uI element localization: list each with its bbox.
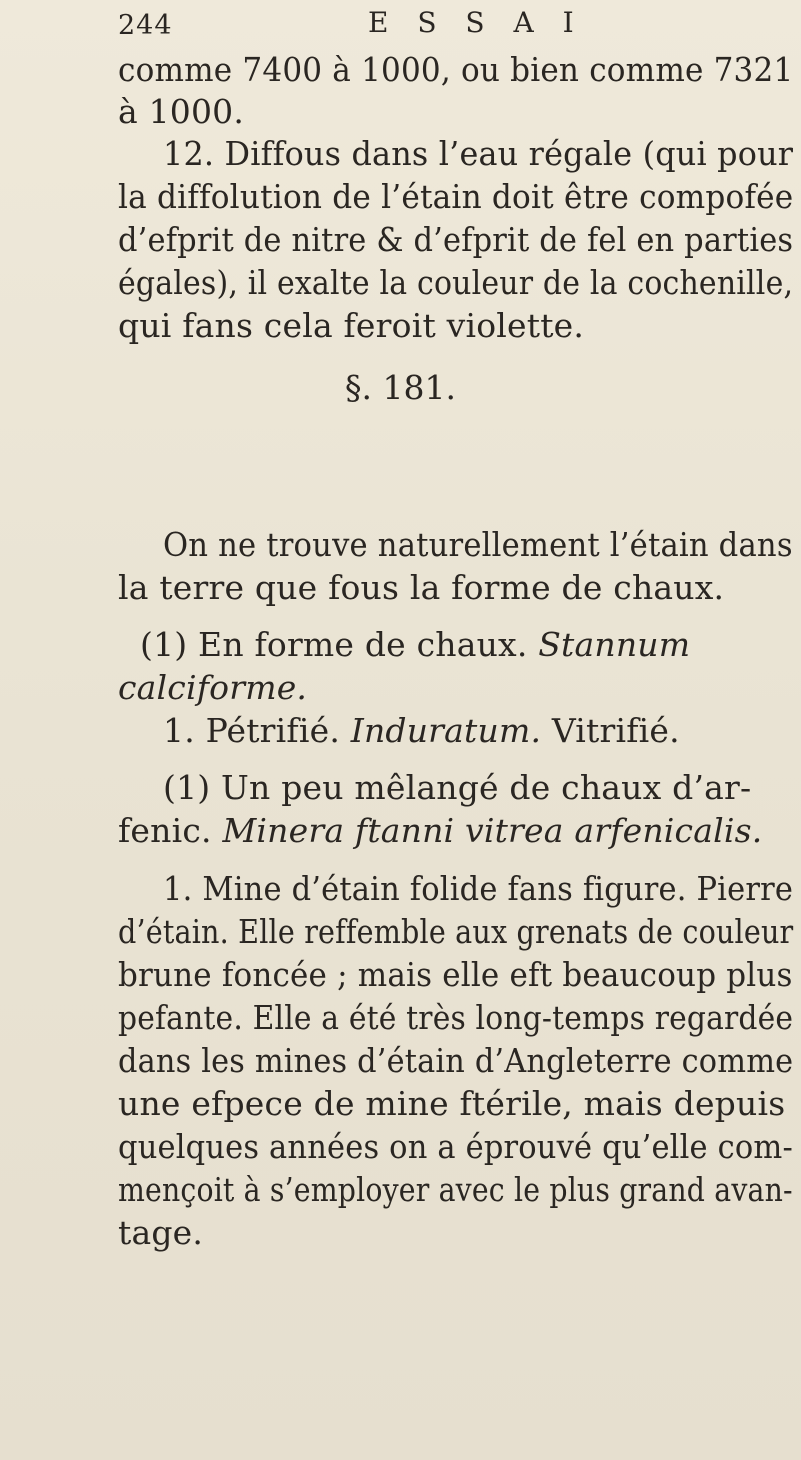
text-line: tage. [118, 1213, 204, 1252]
text-line: d’étain. Elle reffemble aux grenats de couleur [118, 912, 794, 951]
latin-term: Stannum [538, 625, 691, 664]
text-line: 12. Diffous dans l’eau régale (qui pour [163, 134, 794, 173]
latin-term: calciforme. [118, 668, 308, 707]
page-number: 244 [118, 10, 173, 41]
text-line: pefante. Elle a été très long-temps regardée [118, 998, 794, 1037]
entry-line [118, 811, 762, 851]
entry-label: Vitrifié. [551, 711, 680, 750]
text-line: la terre que fous la forme de chaux. [118, 568, 725, 607]
entry-label: fenic. [118, 811, 212, 850]
entry-label: 1. Pétrifié. [163, 711, 341, 750]
text-line: quelques années on a éprouvé qu’elle com- [118, 1127, 793, 1166]
text-line: d’efprit de nitre & d’efprit de fel en parties [118, 220, 794, 259]
text-line: à 1000. [118, 92, 245, 131]
text-line: égales), il exalte la couleur de la cochenille, [118, 263, 794, 302]
text-line: On ne trouve naturellement l’étain dans [163, 525, 793, 564]
text-line: brune foncée ; mais elle eft beaucoup plus [118, 955, 793, 994]
text-line: (1) Un peu mêlangé de chaux d’ar- [163, 768, 752, 807]
latin-term: Induratum. [350, 711, 542, 750]
text-line: qui fans cela feroit violette. [118, 306, 585, 345]
section-heading: §. 181. [345, 368, 456, 407]
entry-label: (1) En forme de chaux. [140, 625, 528, 664]
entry-line [163, 711, 680, 751]
entry-line [140, 625, 690, 665]
text-line: 1. Mine d’étain folide fans figure. Pierre [163, 869, 794, 908]
latin-term: Minera ftanni vitrea arfenicalis. [222, 811, 763, 850]
running-title: E S S A I [368, 6, 584, 39]
text-line: dans les mines d’étain d’Angleterre comme [118, 1041, 794, 1080]
text-line: comme 7400 à 1000, ou bien comme 7321 [118, 50, 794, 89]
text-line: mençoit à s’employer avec le plus grand avan- [118, 1170, 793, 1209]
text-line: la diffolution de l’étain doit être compofée [118, 177, 794, 216]
text-line: une efpece de mine ftérile, mais depuis [118, 1084, 786, 1123]
